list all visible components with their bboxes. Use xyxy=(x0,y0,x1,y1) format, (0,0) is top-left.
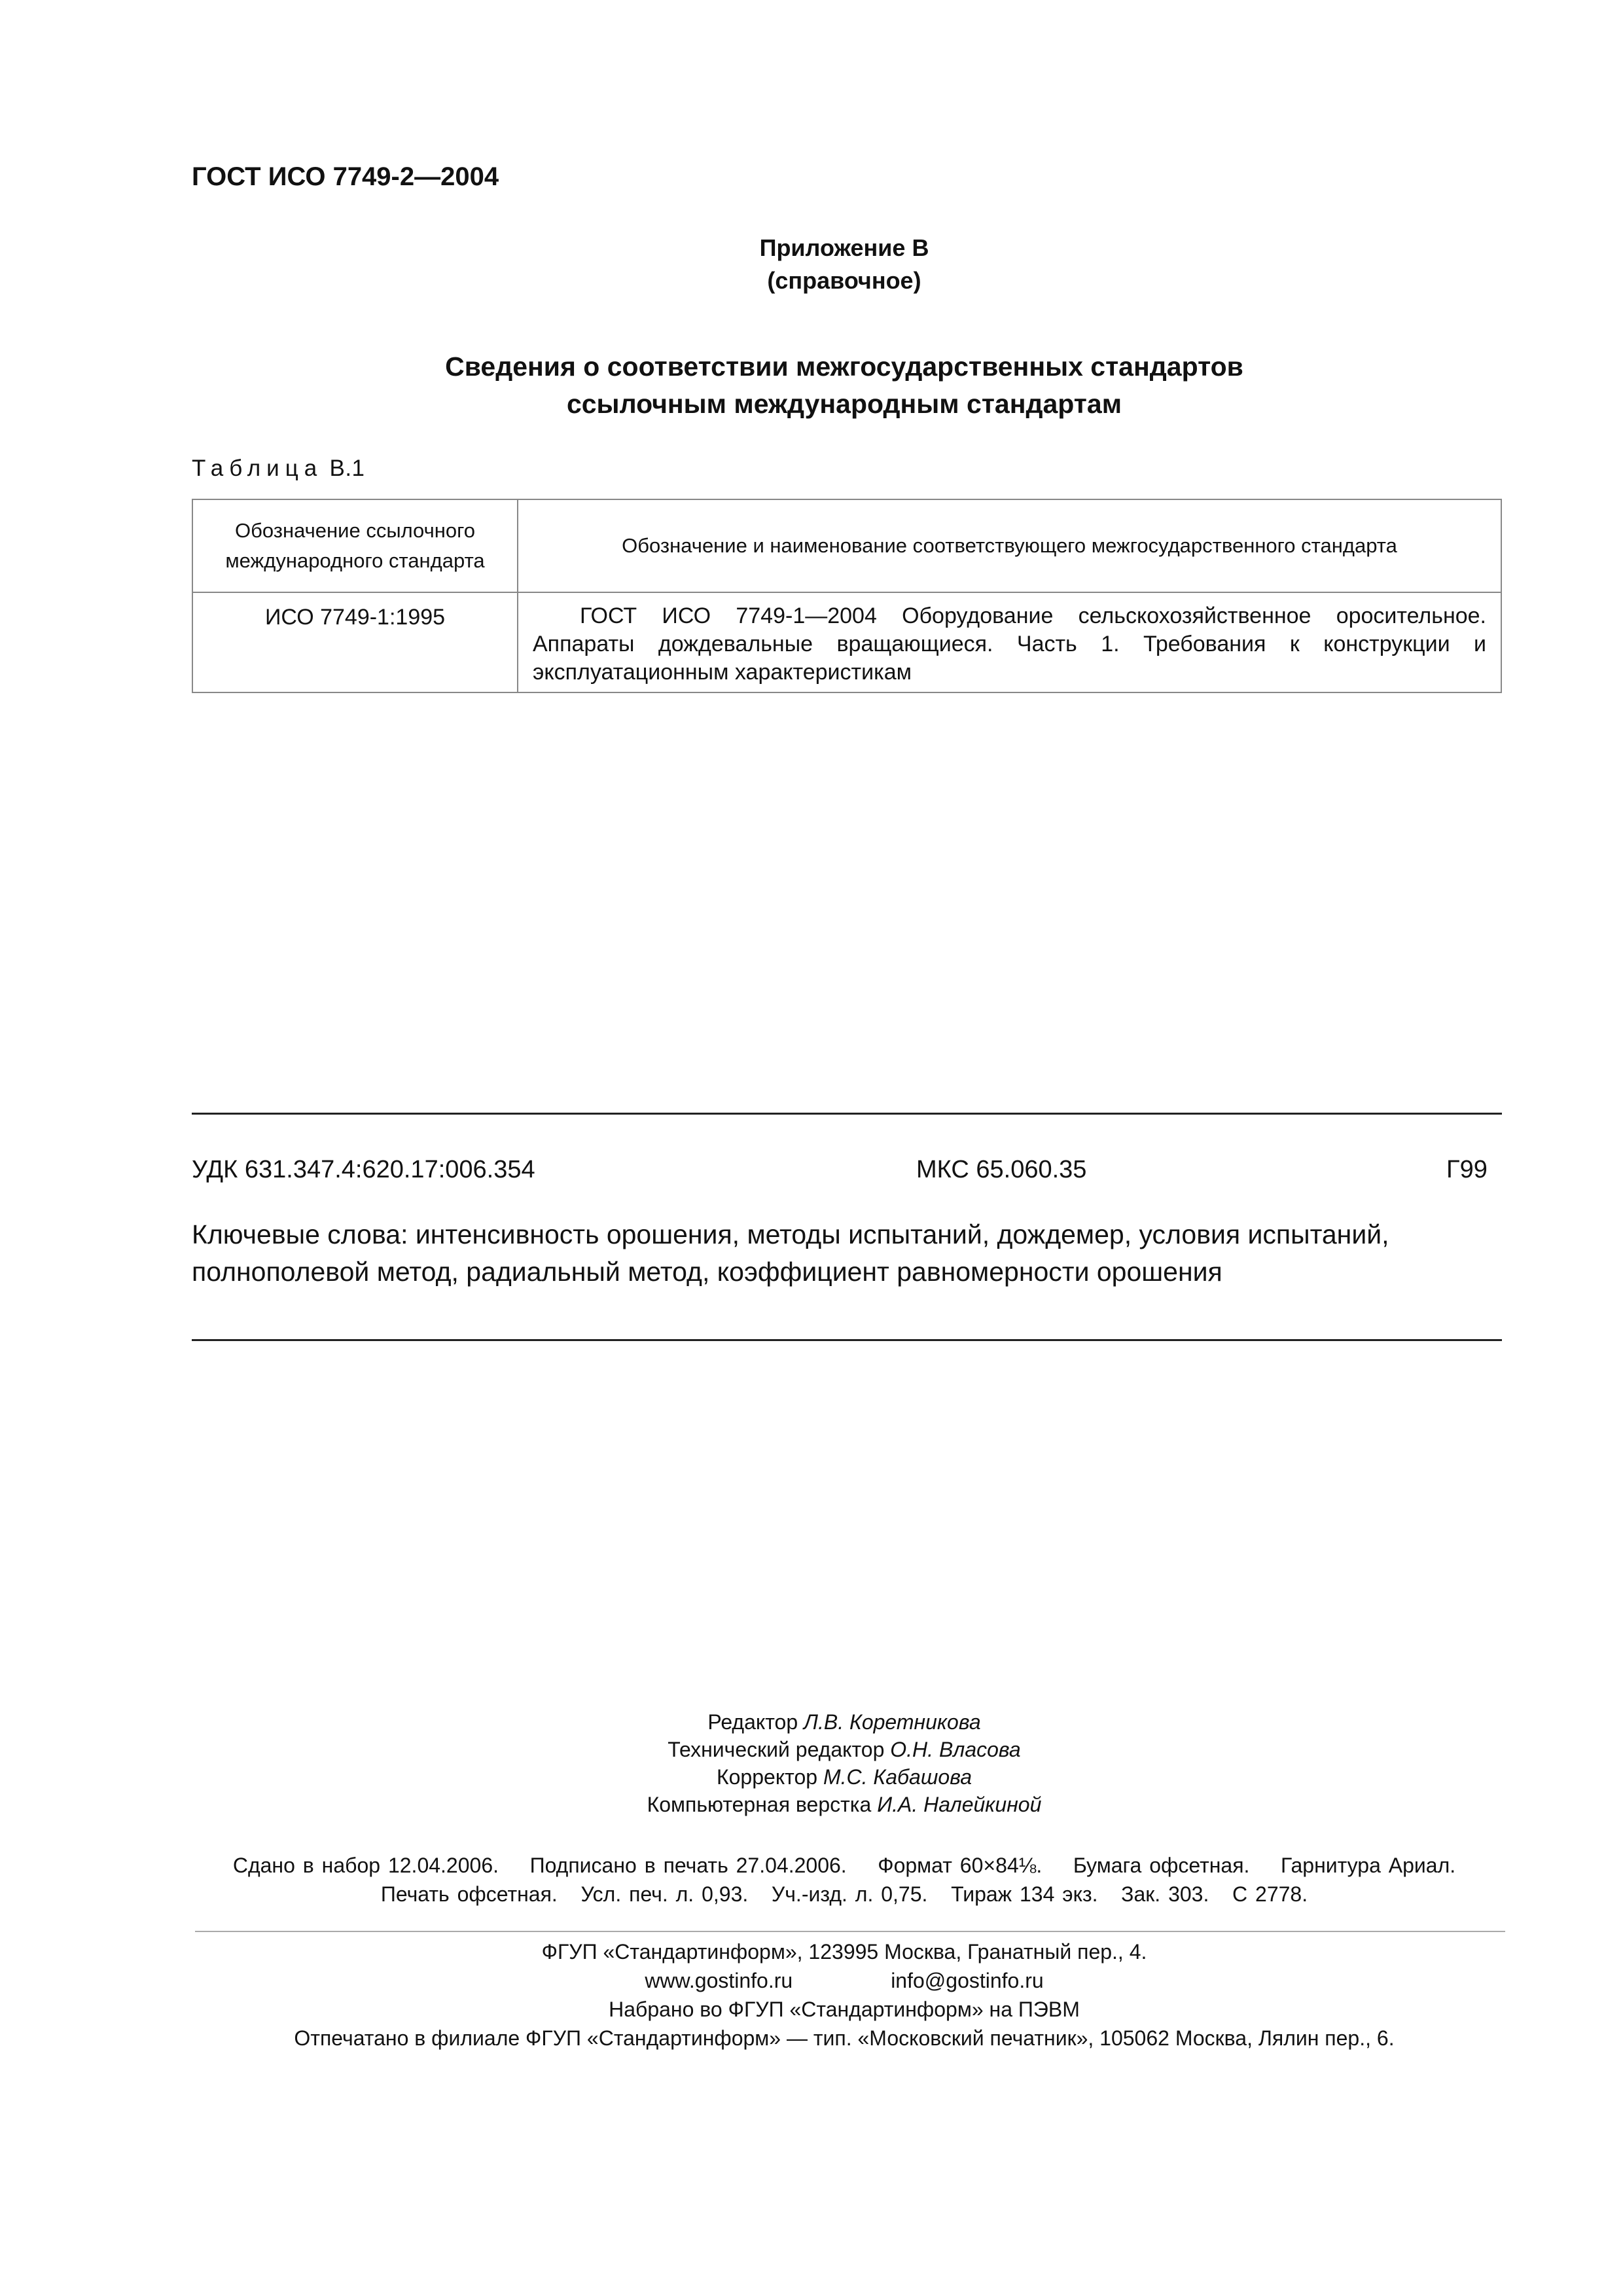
divider-top xyxy=(192,1113,1502,1115)
publisher-info xyxy=(0,1937,1623,2053)
table-caption xyxy=(192,456,365,482)
mks-code: МКС 65.060.35 xyxy=(916,1156,1087,1183)
table-caption-word: Таблица xyxy=(192,456,323,481)
credit-role: Технический редактор xyxy=(668,1738,885,1761)
print-info-line2: Печать офсетная. Усл. печ. л. 0,93. Уч.-изд. л. 0,75. Тираж 134 экз. Зак. 303. С 2778. xyxy=(380,1882,1308,1906)
credit-line xyxy=(0,1736,1623,1763)
credit-role: Редактор xyxy=(707,1710,798,1734)
credit-role: Корректор xyxy=(716,1765,818,1789)
publisher-email-link[interactable]: info@gostinfo.ru xyxy=(891,1969,1044,1992)
print-info-line1: Сдано в набор 12.04.2006. Подписано в печать 27.04.2006. Формат 60×84⅛. Бумага офсетная. Гарнитура Ариал. xyxy=(232,1854,1456,1877)
table-cell-gost xyxy=(518,592,1501,692)
annex-type: (справочное) xyxy=(767,267,921,294)
annex-title-line1: Сведения о соответствии межгосударственных стандартов xyxy=(445,351,1243,382)
credit-line xyxy=(0,1763,1623,1791)
credit-name: Л.В. Коретникова xyxy=(804,1710,981,1734)
print-info xyxy=(0,1851,1623,1909)
annex-label: Приложение В xyxy=(759,234,929,261)
table-cell-gost-text: ГОСТ ИСО 7749-1—2004 Оборудование сельскохозяйственное оросительное. Аппараты дождевальные вращающиеся. Часть 1. Требования к конструкции и эксплуатационным характеристикам xyxy=(533,603,1486,685)
publisher-contacts xyxy=(0,1966,1623,1995)
credit-line xyxy=(0,1708,1623,1736)
document-id: ГОСТ ИСО 7749-2—2004 xyxy=(192,162,499,191)
publisher-printed: Отпечатано в филиале ФГУП «Стандартинформ» — тип. «Московский печатник», 105062 Москва, Лялин пер., 6. xyxy=(294,2026,1395,2050)
reference-table xyxy=(192,499,1502,693)
keywords: Ключевые слова: интенсивность орошения, методы испытаний, дождемер, условия испытаний, полнополевой метод, радиальный метод, коэффициент равномерности орошения xyxy=(192,1219,1389,1287)
publisher-address: ФГУП «Стандартинформ», 123995 Москва, Гранатный пер., 4. xyxy=(541,1940,1147,1964)
credit-name: И.А. Налейкиной xyxy=(877,1793,1042,1816)
table-header-cell: Обозначение ссылочного международного стандарта xyxy=(192,499,518,592)
table-header-row xyxy=(192,499,1501,592)
table-row xyxy=(192,592,1501,692)
credit-line xyxy=(0,1791,1623,1818)
divider-publisher xyxy=(195,1931,1505,1932)
annex-title xyxy=(0,348,1623,423)
annex-heading xyxy=(0,232,1623,297)
credits-block xyxy=(0,1708,1623,1818)
credit-role: Компьютерная верстка xyxy=(647,1793,872,1816)
table-header-cell: Обозначение и наименование соответствующего межгосударственного стандарта xyxy=(518,499,1501,592)
udk-code: УДК 631.347.4:620.17:006.354 xyxy=(192,1156,535,1183)
divider-bottom xyxy=(192,1339,1502,1341)
table-caption-number: В.1 xyxy=(329,456,365,481)
publisher-typeset: Набрано во ФГУП «Стандартинформ» на ПЭВМ xyxy=(609,1998,1080,2021)
credit-name: О.Н. Власова xyxy=(890,1738,1021,1761)
classifier-code: Г99 xyxy=(1446,1156,1488,1183)
table-cell-iso: ИСО 7749-1:1995 xyxy=(192,592,518,692)
annex-title-line2: ссылочным международным стандартам xyxy=(566,389,1122,419)
publisher-site-link[interactable]: www.gostinfo.ru xyxy=(645,1969,793,1992)
credit-name: М.С. Кабашова xyxy=(823,1765,972,1789)
